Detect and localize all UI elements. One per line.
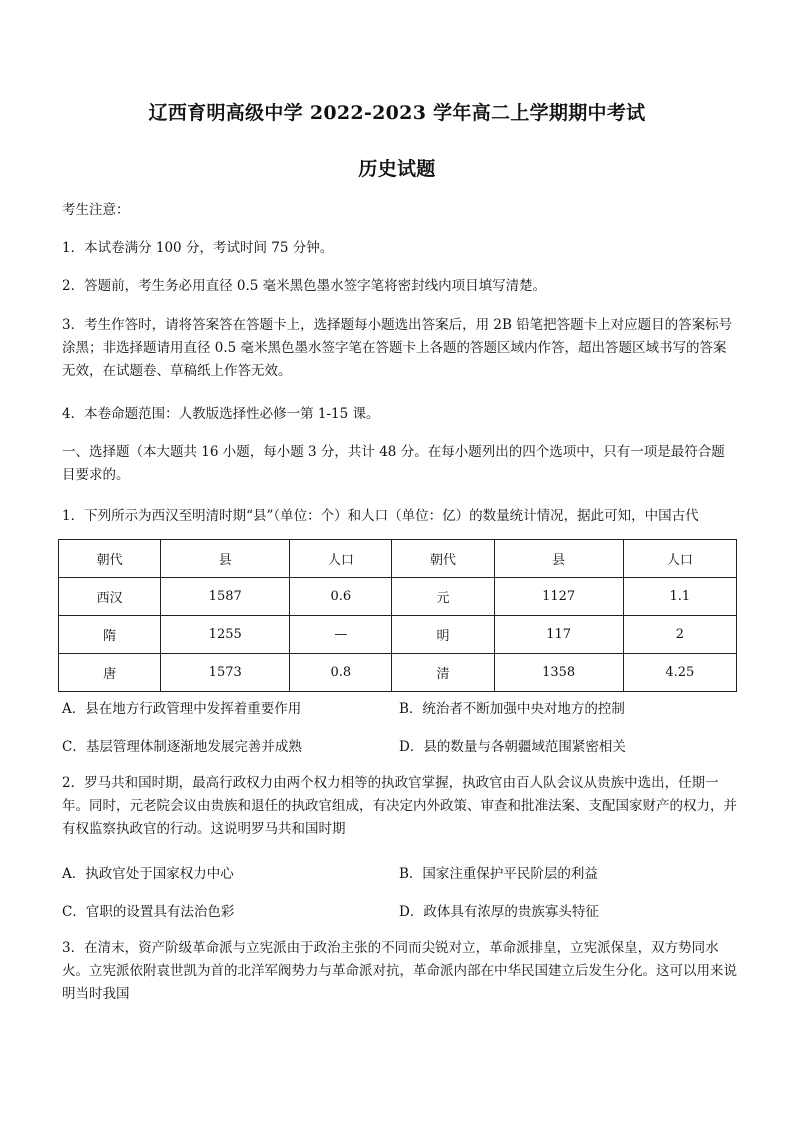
option-a: A．执政官处于国家权力中心 [62,866,234,882]
table-cell: 元 [392,578,494,616]
table-cell: 1573 [161,654,290,692]
table-cell: 清 [392,654,494,692]
table-cell: 唐 [59,654,161,692]
table-cell: 1127 [494,578,623,616]
notice-item: 3．考生作答时，请将答案答在答题卡上，选择题每小题选出答案后，用 2B 铅笔把答题卡上对应题目的答案标号涂黑；非选择题请用直径 0.5 毫米黑色墨水签字笔在答题卡上各题的答题区域内作答，超出答题区域书写的答案无效，在试题卷、草稿纸上作答无效。 [62,317,733,379]
statistics-table [58,539,737,692]
table-cell: 2 [623,616,736,654]
section-heading: 一、选择题（本大题共 16 小题，每小题 3 分，共计 48 分。在每小题列出的四个选项中，只有一项是最符合题目要求的。 [62,444,725,483]
table-header-cell: 县 [161,540,290,578]
option-c: C．基层管理体制逐渐地发展完善并成熟 [62,739,302,755]
exam-title: 辽西育明高级中学 2022-2023 学年高二上学期期中考试 [148,102,646,124]
table-row [59,654,737,692]
question-stem: 1．下列所示为西汉至明清时期“县”（单位：个）和人口（单位：亿）的数量统计情况，据此可知，中国古代 [62,508,699,524]
question-stem: 2．罗马共和国时期，最高行政权力由两个权力相等的执政官掌握，执政官由百人队会议从贵族中选出，任期一年。同时，元老院会议由贵族和退任的执政官组成，有决定内外政策、审查和批准法案、支配国家财产的权力，并有权监察执政官的行动。这说明罗马共和国时期 [62,775,737,837]
table-cell: 西汉 [59,578,161,616]
table-cell: 1358 [494,654,623,692]
notice-heading: 考生注意： [62,202,130,218]
table-cell: 明 [392,616,494,654]
table-header-cell: 人口 [290,540,392,578]
table-cell: — [290,616,392,654]
option-b: B．国家注重保护平民阶层的利益 [399,866,598,882]
notice-item: 1．本试卷满分 100 分，考试时间 75 分钟。 [62,240,334,256]
exam-subtitle: 历史试题 [358,158,436,180]
option-d: D．县的数量与各朝疆域范围紧密相关 [399,739,626,755]
option-d: D．政体具有浓厚的贵族寡头特征 [399,904,599,920]
table-cell: 1.1 [623,578,736,616]
table-header-row [59,540,737,578]
table-cell: 117 [494,616,623,654]
option-b: B．统治者不断加强中央对地方的控制 [399,701,625,717]
table-row [59,616,737,654]
table-header-cell: 朝代 [392,540,494,578]
notice-item: 2．答题前，考生务必用直径 0.5 毫米黑色墨水签字笔将密封线内项目填写清楚。 [62,278,547,294]
table-header-cell: 朝代 [59,540,161,578]
table-cell: 1587 [161,578,290,616]
table-row [59,578,737,616]
table-header-cell: 人口 [623,540,736,578]
table-cell: 4.25 [623,654,736,692]
option-a: A．县在地方行政管理中发挥着重要作用 [62,701,302,717]
table-cell: 1255 [161,616,290,654]
notice-item: 4．本卷命题范围：人教版选择性必修一第 1-15 课。 [62,406,380,422]
table-cell: 0.6 [290,578,392,616]
table-header-cell: 县 [494,540,623,578]
option-c: C．官职的设置具有法治色彩 [62,904,235,920]
question-stem: 3．在清末，资产阶级革命派与立宪派由于政治主张的不同而尖锐对立，革命派排皇，立宪派保皇，双方势同水火。立宪派依附袁世凯为首的北洋军阀势力与革命派对抗，革命派内部在中华民国建立后发生分化。这可以用来说明当时我国 [62,940,737,1002]
table-cell: 0.8 [290,654,392,692]
table-cell: 隋 [59,616,161,654]
